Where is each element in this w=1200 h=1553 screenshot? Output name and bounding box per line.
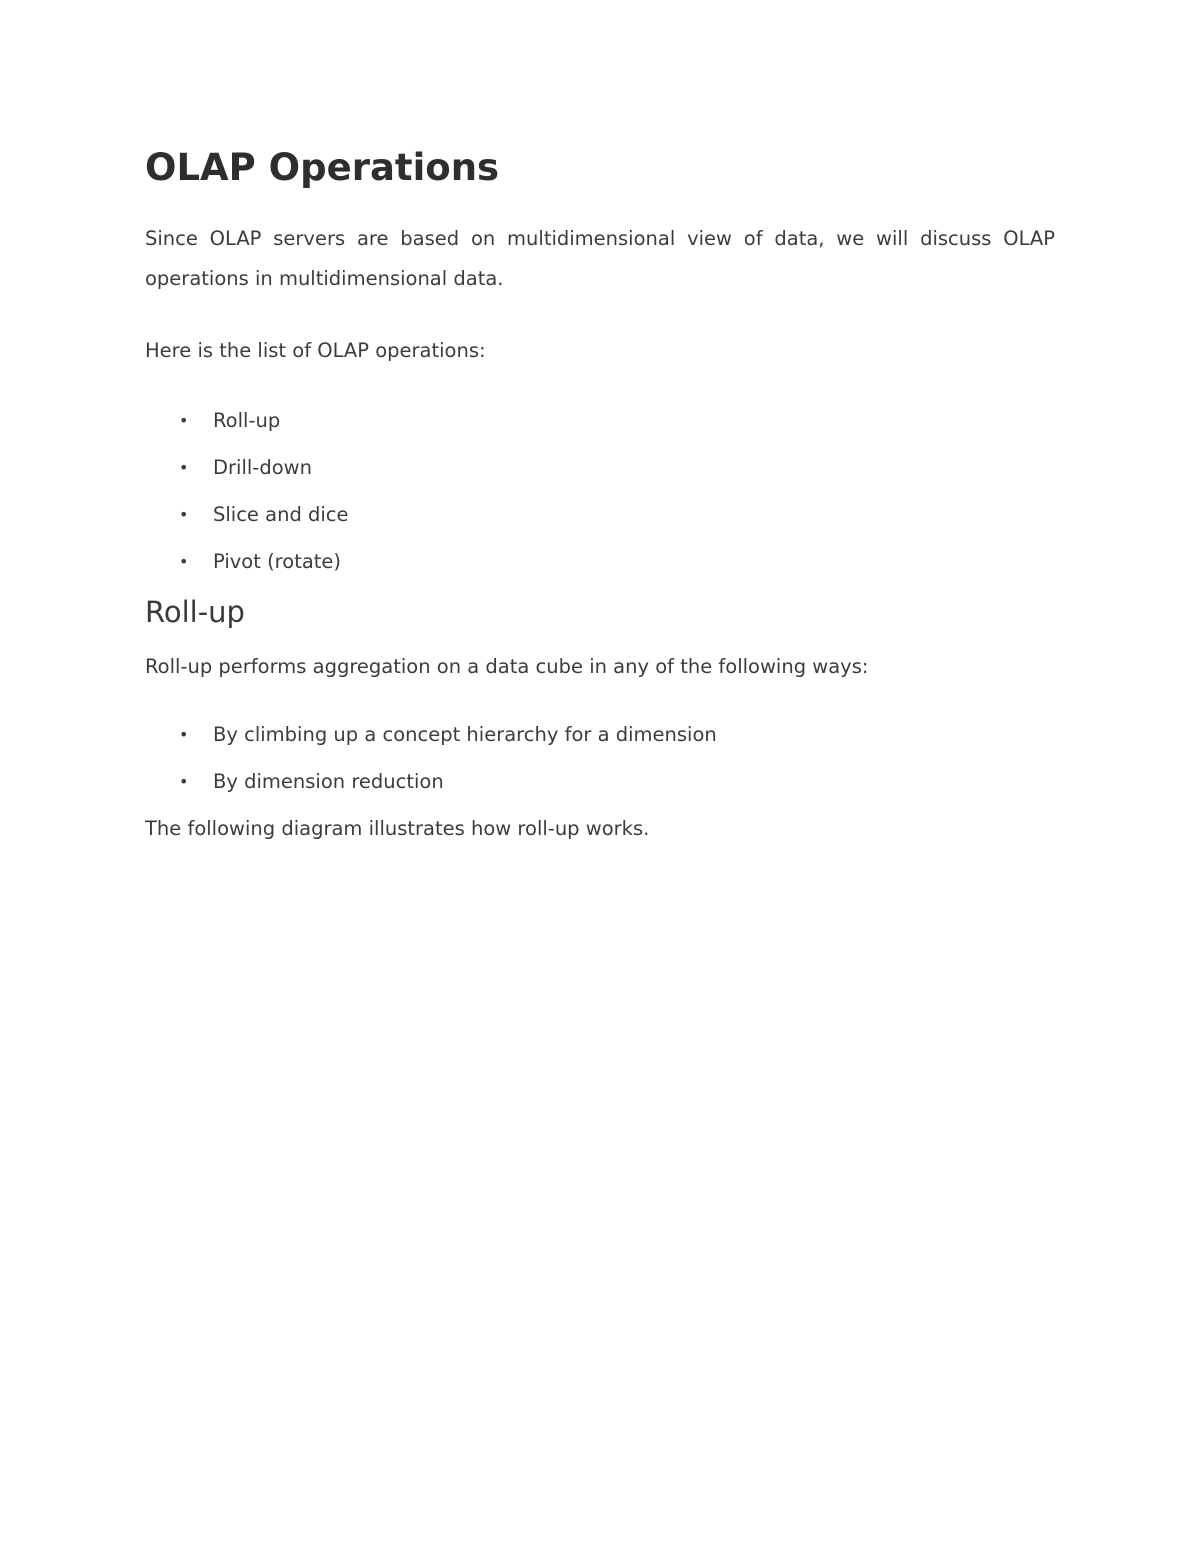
list-item-pivot-rotate: • Pivot (rotate) — [213, 548, 1055, 575]
list-item-dimension-reduction: • By dimension reduction — [213, 768, 1055, 795]
diagram-note-paragraph: The following diagram illustrates how roll-up works. — [145, 817, 650, 840]
page-title: OLAP Operations — [145, 146, 500, 189]
list-item-climbing-hierarchy: • By climbing up a concept hierarchy for a dimension — [213, 721, 1055, 748]
list-intro-paragraph: Here is the list of OLAP operations: — [145, 339, 486, 362]
list-item-drill-down: • Drill-down — [213, 454, 1055, 481]
list-item-roll-up: • Roll-up — [213, 407, 1055, 434]
olap-operations-list — [145, 407, 1055, 575]
rollup-section-heading: Roll-up — [145, 595, 245, 629]
rollup-intro-paragraph: Roll-up performs aggregation on a data cube in any of the following ways: — [145, 655, 869, 678]
rollup-ways-list — [145, 721, 1055, 795]
list-item-slice-and-dice: • Slice and dice — [213, 501, 1055, 528]
intro-paragraph: Since OLAP servers are based on multidimensional view of data, we will discuss OLAP operations in multidimensional data. — [145, 227, 1055, 290]
